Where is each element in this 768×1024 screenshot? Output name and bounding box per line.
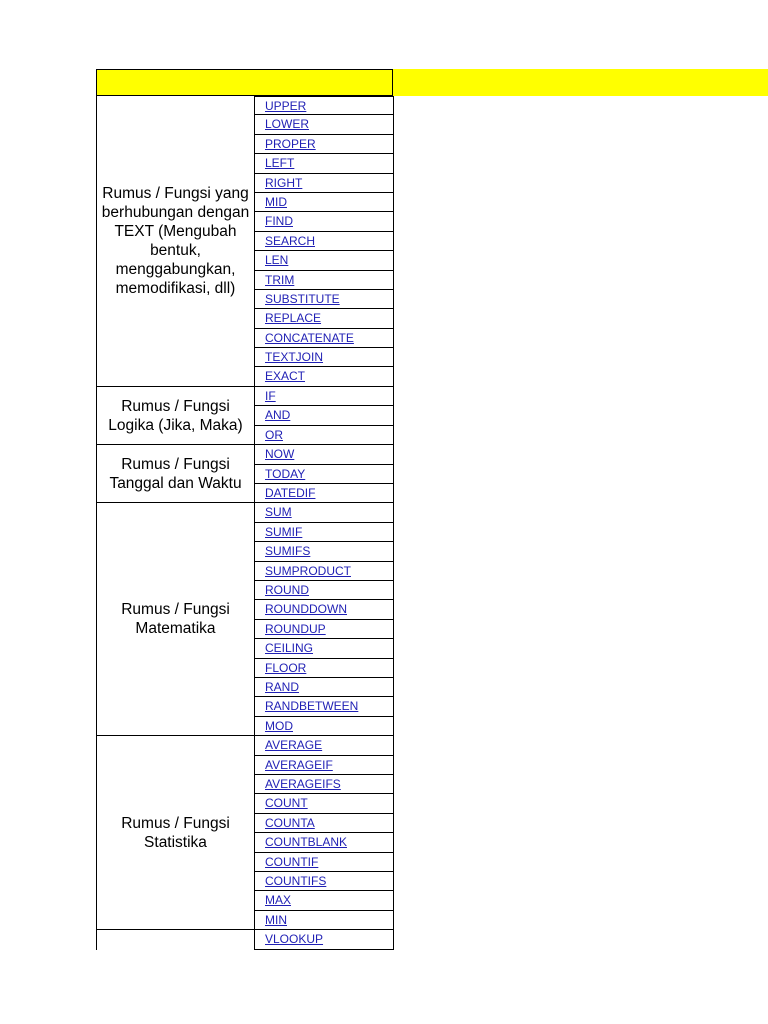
function-link[interactable]: SEARCH bbox=[265, 233, 316, 248]
function-link[interactable]: RANDBETWEEN bbox=[265, 699, 359, 714]
function-link[interactable]: AVERAGE bbox=[265, 738, 323, 753]
category-cell[interactable] bbox=[96, 503, 254, 736]
function-cell[interactable] bbox=[254, 930, 394, 949]
function-cell[interactable] bbox=[254, 445, 394, 464]
function-link[interactable]: LOWER bbox=[265, 117, 310, 132]
function-link[interactable]: SUMPRODUCT bbox=[265, 563, 351, 578]
function-cell[interactable] bbox=[254, 212, 394, 231]
function-link[interactable]: FIND bbox=[265, 214, 293, 229]
function-link[interactable]: COUNTIFS bbox=[265, 873, 327, 888]
function-list bbox=[254, 445, 394, 503]
function-link[interactable]: PROPER bbox=[265, 136, 316, 151]
header-cell[interactable] bbox=[96, 69, 393, 96]
function-cell[interactable] bbox=[254, 426, 394, 445]
function-cell[interactable] bbox=[254, 581, 394, 600]
function-link[interactable]: OR bbox=[265, 427, 283, 442]
category-label: Rumus / Fungsi Matematika bbox=[121, 601, 230, 638]
function-link[interactable]: AVERAGEIFS bbox=[265, 776, 341, 791]
function-cell[interactable] bbox=[254, 251, 394, 270]
function-link[interactable]: COUNTIF bbox=[265, 854, 319, 869]
function-group bbox=[96, 503, 394, 736]
function-group bbox=[96, 930, 394, 949]
function-cell[interactable] bbox=[254, 756, 394, 775]
function-list bbox=[254, 96, 394, 387]
function-cell[interactable] bbox=[254, 542, 394, 561]
function-link[interactable]: NOW bbox=[265, 447, 295, 462]
function-cell[interactable] bbox=[254, 639, 394, 658]
function-link[interactable]: TRIM bbox=[265, 272, 295, 287]
function-cell[interactable] bbox=[254, 562, 394, 581]
function-cell[interactable] bbox=[254, 465, 394, 484]
function-link[interactable]: COUNT bbox=[265, 796, 308, 811]
function-cell[interactable] bbox=[254, 174, 394, 193]
function-link[interactable]: ROUNDUP bbox=[265, 621, 326, 636]
function-cell[interactable] bbox=[254, 484, 394, 503]
function-cell[interactable] bbox=[254, 523, 394, 542]
function-cell[interactable] bbox=[254, 367, 394, 386]
category-label: Rumus / Fungsi Statistika bbox=[121, 814, 230, 851]
category-label: Rumus / Fungsi Logika (Jika, Maka) bbox=[108, 397, 243, 434]
function-link[interactable]: CONCATENATE bbox=[265, 330, 354, 345]
function-link[interactable]: RAND bbox=[265, 679, 300, 694]
function-group bbox=[96, 96, 394, 387]
function-cell[interactable] bbox=[254, 135, 394, 154]
function-group bbox=[96, 387, 394, 445]
function-link[interactable]: SUMIFS bbox=[265, 544, 311, 559]
function-link[interactable]: TEXTJOIN bbox=[265, 350, 324, 365]
function-list bbox=[254, 503, 394, 736]
function-cell[interactable] bbox=[254, 891, 394, 910]
function-cell[interactable] bbox=[254, 717, 394, 736]
category-cell[interactable] bbox=[96, 736, 254, 930]
function-cell[interactable] bbox=[254, 271, 394, 290]
function-link[interactable]: LEN bbox=[265, 253, 289, 268]
function-cell[interactable] bbox=[254, 620, 394, 639]
category-cell[interactable] bbox=[96, 96, 254, 387]
function-cell[interactable] bbox=[254, 96, 394, 115]
function-cell[interactable] bbox=[254, 600, 394, 619]
function-link[interactable]: SUBSTITUTE bbox=[265, 291, 340, 306]
function-cell[interactable] bbox=[254, 911, 394, 930]
function-link[interactable]: MIN bbox=[265, 912, 287, 927]
function-list bbox=[254, 387, 394, 445]
function-link[interactable]: UPPER bbox=[265, 99, 307, 113]
function-cell[interactable] bbox=[254, 290, 394, 309]
function-cell[interactable] bbox=[254, 348, 394, 367]
function-cell[interactable] bbox=[254, 678, 394, 697]
function-link[interactable]: ROUND bbox=[265, 582, 309, 597]
category-cell[interactable] bbox=[96, 387, 254, 445]
function-link[interactable]: MID bbox=[265, 194, 287, 209]
function-link[interactable]: COUNTBLANK bbox=[265, 835, 348, 850]
function-cell[interactable] bbox=[254, 232, 394, 251]
function-link[interactable]: AVERAGEIF bbox=[265, 757, 333, 772]
category-cell[interactable] bbox=[96, 930, 254, 949]
function-list bbox=[254, 930, 394, 949]
function-cell[interactable] bbox=[254, 775, 394, 794]
category-cell[interactable] bbox=[96, 445, 254, 503]
function-link[interactable]: MAX bbox=[265, 893, 292, 908]
function-cell[interactable] bbox=[254, 659, 394, 678]
function-link[interactable]: AND bbox=[265, 408, 291, 423]
function-cell[interactable] bbox=[254, 193, 394, 212]
function-link[interactable]: SUMIF bbox=[265, 524, 303, 539]
function-cell[interactable] bbox=[254, 503, 394, 522]
function-cell[interactable] bbox=[254, 736, 394, 755]
function-cell[interactable] bbox=[254, 329, 394, 348]
function-cell[interactable] bbox=[254, 794, 394, 813]
function-list bbox=[254, 736, 394, 930]
function-link[interactable]: CEILING bbox=[265, 641, 314, 656]
function-link[interactable]: EXACT bbox=[265, 369, 306, 384]
function-link[interactable]: LEFT bbox=[265, 156, 295, 171]
function-link[interactable]: SUM bbox=[265, 505, 292, 520]
function-group bbox=[96, 445, 394, 503]
category-label: Rumus / Fungsi yang berhubungan dengan TEXT (Mengubah bentuk, menggabungkan, memodifikasi, dll) bbox=[101, 185, 250, 297]
function-cell[interactable] bbox=[254, 309, 394, 328]
function-cell[interactable] bbox=[254, 387, 394, 406]
function-link[interactable]: ROUNDDOWN bbox=[265, 602, 347, 617]
category-label: Rumus / Fungsi Tanggal dan Waktu bbox=[109, 455, 242, 492]
function-cell[interactable] bbox=[254, 115, 394, 134]
function-link[interactable]: TODAY bbox=[265, 466, 306, 481]
function-cell[interactable] bbox=[254, 154, 394, 173]
function-link[interactable]: IF bbox=[265, 389, 276, 403]
function-cell[interactable] bbox=[254, 697, 394, 716]
function-link[interactable]: FLOOR bbox=[265, 660, 307, 675]
function-link[interactable]: DATEDIF bbox=[265, 485, 316, 500]
function-cell[interactable] bbox=[254, 406, 394, 425]
function-link[interactable]: VLOOKUP bbox=[265, 932, 324, 947]
function-cell[interactable] bbox=[254, 814, 394, 833]
function-link[interactable]: REPLACE bbox=[265, 311, 322, 326]
function-groups bbox=[96, 96, 394, 950]
function-link[interactable]: MOD bbox=[265, 718, 293, 733]
function-cell[interactable] bbox=[254, 833, 394, 852]
function-cell[interactable] bbox=[254, 853, 394, 872]
function-group bbox=[96, 736, 394, 930]
function-link[interactable]: RIGHT bbox=[265, 175, 303, 190]
function-cell[interactable] bbox=[254, 872, 394, 891]
function-link[interactable]: COUNTA bbox=[265, 815, 315, 830]
